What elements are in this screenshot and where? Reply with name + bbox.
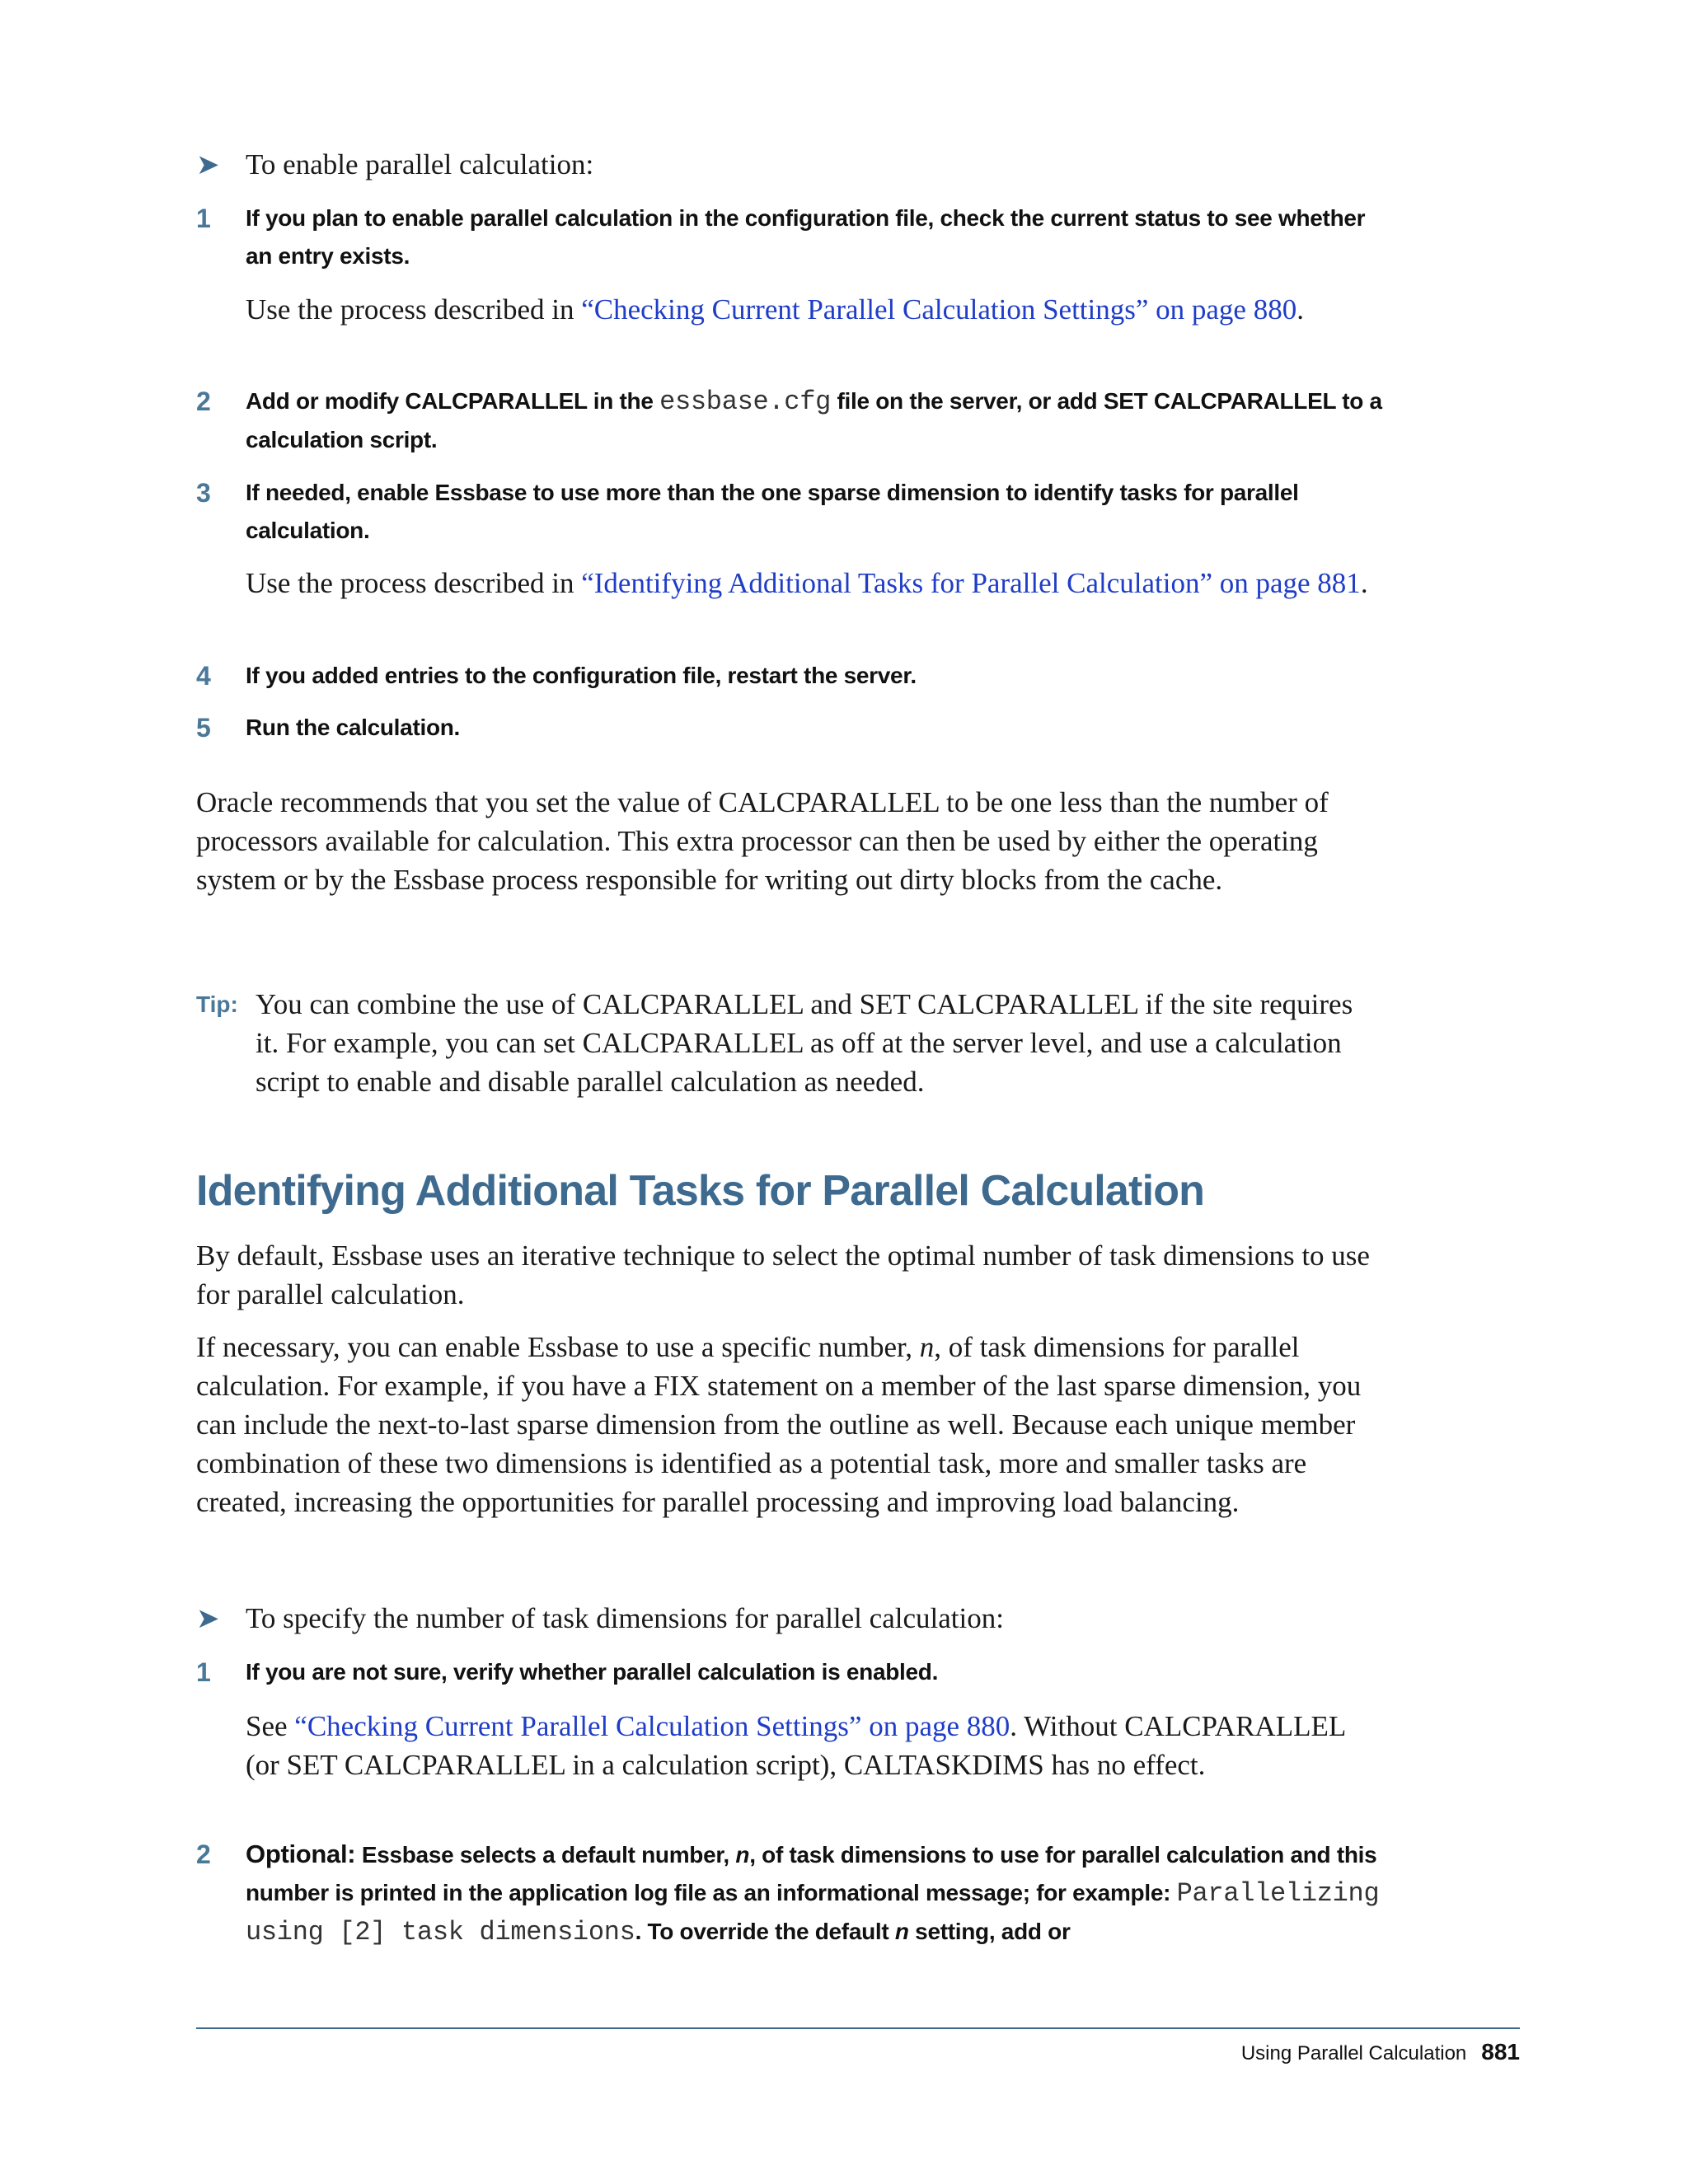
- step-4-enable: [196, 657, 1383, 695]
- paragraph-text: , of task dimensions for parallel calculation. For example, if you have a FIX statement on a member of the last sparse dimension, you can include the next-to-last sparse dimension from the outline as well. Because each unique member combination of these two dimensions is identified as a potential task, more and smaller tasks are created, increasing the opportunities for parallel processing and improving load balancing.: [196, 1331, 1362, 1518]
- procedure-arrow-icon: ➤: [196, 1602, 220, 1635]
- step-text-part: file on the server, or add SET CALCPARALLEL to a calculation script.: [246, 388, 1382, 452]
- step-1-detail: [246, 290, 1383, 329]
- link-checking-settings-2[interactable]: “Checking Current Parallel Calculation Settings” on page 880: [294, 1710, 1010, 1742]
- step-text: If you are not sure, verify whether parallel calculation is enabled.: [246, 1659, 939, 1685]
- page-number: 881: [1481, 2039, 1520, 2064]
- variable-n: n: [919, 1331, 935, 1363]
- step-number: 1: [196, 204, 211, 233]
- specific-number-paragraph: [196, 1328, 1383, 1521]
- detail-text: Use the process described in: [246, 293, 582, 326]
- step-number: 4: [196, 661, 211, 691]
- step-text: If you plan to enable parallel calculation in the configuration file, check the current status to see whether an entry exists.: [246, 205, 1366, 269]
- step-1-enable: [196, 199, 1383, 275]
- code-log-message: Parallelizing using [2] task dimensions: [246, 1878, 1380, 1947]
- step-text: If needed, enable Essbase to use more than the one sparse dimension to identify tasks for parallel calculation.: [246, 480, 1299, 543]
- step-1-specify-detail: [246, 1707, 1383, 1784]
- procedure-intro-enable: [196, 145, 593, 185]
- step-number: 1: [196, 1657, 211, 1687]
- step-text: [246, 1835, 1383, 1952]
- link-checking-settings[interactable]: “Checking Current Parallel Calculation Settings” on page 880: [581, 293, 1297, 326]
- step-text-part: setting, add or: [908, 1919, 1071, 1944]
- step-2-specify: [196, 1835, 1383, 1952]
- paragraph-text: If necessary, you can enable Essbase to use a specific number,: [196, 1331, 920, 1363]
- detail-text: . Without CALCPARALLEL (or SET CALCPARALLEL in a calculation script), CALTASKDIMS has no effect.: [246, 1710, 1345, 1781]
- tip-label: Tip:: [196, 991, 238, 1017]
- page-footer: [1241, 2036, 1520, 2070]
- step-text: [246, 382, 1383, 459]
- code-filename: essbase.cfg: [659, 387, 832, 417]
- procedure-intro-text: To enable parallel calculation:: [246, 148, 594, 180]
- step-number: 2: [196, 387, 211, 416]
- step-text-part: Essbase selects a default number,: [355, 1842, 736, 1868]
- step-1-specify: [196, 1653, 1383, 1691]
- footer-section-title: Using Parallel Calculation: [1240, 2042, 1467, 2064]
- variable-n: n: [735, 1842, 750, 1868]
- footer-rule: [196, 2027, 1520, 2029]
- step-text: If you added entries to the configuration file, restart the server.: [246, 663, 917, 688]
- step-3-detail: [246, 564, 1383, 602]
- detail-punct: .: [1360, 567, 1368, 599]
- step-text-part: . To override the default: [635, 1919, 895, 1944]
- tip-note: [196, 985, 1383, 1101]
- step-number: 2: [196, 1840, 211, 1869]
- link-identifying-tasks[interactable]: “Identifying Additional Tasks for Parallel Calculation” on page 881: [581, 567, 1361, 599]
- procedure-arrow-icon: ➤: [196, 148, 220, 181]
- step-text-part: Add or modify CALCPARALLEL in the: [246, 388, 660, 414]
- step-text-part: , of task dimensions to use for parallel calculation and this number is printed in the application log file as an informational message; for example:: [246, 1842, 1377, 1905]
- tip-text: You can combine the use of CALCPARALLEL and SET CALCPARALLEL if the site requires it. For example, you can set CALCPARALLEL as off at the server level, and use a calculation script to enable and disable parallel calculation as needed.: [256, 988, 1353, 1098]
- procedure-intro-specify: [196, 1599, 1004, 1638]
- optional-label: Optional:: [246, 1840, 356, 1868]
- step-number: 5: [196, 713, 211, 743]
- detail-punct: .: [1296, 293, 1304, 326]
- default-paragraph: By default, Essbase uses an iterative technique to select the optimal number of task dimensions to use for parallel calculation.: [196, 1240, 1370, 1310]
- step-2-enable: [196, 382, 1383, 459]
- step-number: 3: [196, 478, 211, 508]
- section-heading: Identifying Additional Tasks for Parallel Calculation: [196, 1167, 1205, 1215]
- variable-n: n: [894, 1919, 909, 1944]
- detail-text: Use the process described in: [246, 567, 582, 599]
- step-text: Run the calculation.: [246, 715, 461, 740]
- detail-text: See: [246, 1710, 295, 1742]
- step-5-enable: [196, 709, 1383, 747]
- procedure-intro-text: To specify the number of task dimensions for parallel calculation:: [246, 1602, 1004, 1634]
- recommendation-paragraph: Oracle recommends that you set the value of CALCPARALLEL to be one less than the number of processors available for calculation. This extra processor can then be used by either the operating system or by the Essbase process responsible for writing out dirty blocks from the cache.: [196, 786, 1329, 896]
- step-3-enable: [196, 474, 1383, 550]
